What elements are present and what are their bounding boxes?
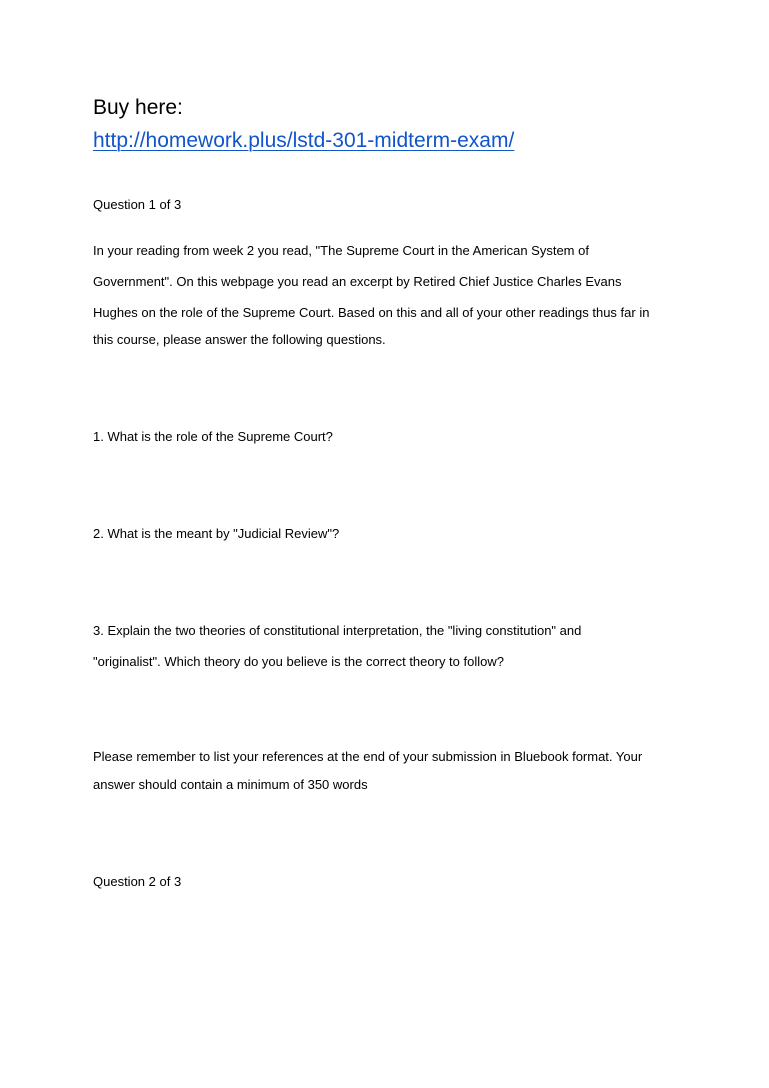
intro-line-1: In your reading from week 2 you read, "The Supreme Court in the American System of xyxy=(93,243,589,258)
question-item-3-line-1: 3. Explain the two theories of constitutional interpretation, the "living constitution" and xyxy=(93,623,582,638)
intro-line-3: Hughes on the role of the Supreme Court. Based on this and all of your other readings thus far in xyxy=(93,305,650,320)
references-note-line-2: answer should contain a minimum of 350 words xyxy=(93,777,368,792)
question-1-heading: Question 1 of 3 xyxy=(93,197,182,212)
purchase-link[interactable]: http://homework.plus/lstd-301-midterm-exam/ xyxy=(93,129,515,152)
question-item-1: 1. What is the role of the Supreme Court? xyxy=(93,429,333,444)
question-item-3-line-2: "originalist". Which theory do you believe is the correct theory to follow? xyxy=(93,654,504,669)
question-2-heading: Question 2 of 3 xyxy=(93,874,182,889)
buy-here-label: Buy here: xyxy=(93,96,183,119)
references-note-line-1: Please remember to list your references at the end of your submission in Bluebook format. Your xyxy=(93,749,643,764)
intro-line-4: this course, please answer the following questions. xyxy=(93,332,386,347)
question-item-2: 2. What is the meant by "Judicial Review"? xyxy=(93,526,340,541)
intro-line-2: Government". On this webpage you read an excerpt by Retired Chief Justice Charles Evans xyxy=(93,274,622,289)
